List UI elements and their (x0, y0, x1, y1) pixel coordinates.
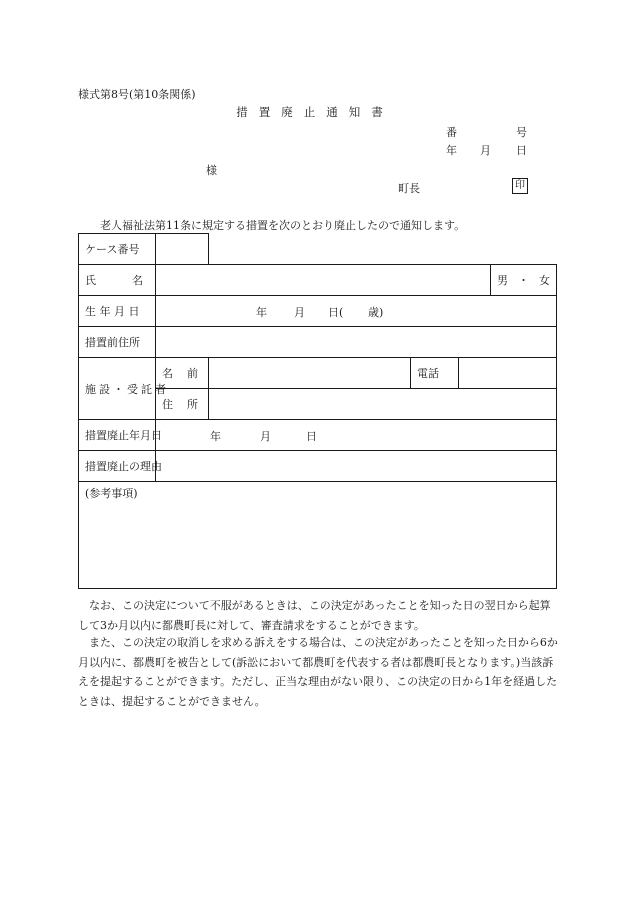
name-label-char-1: 氏 (85, 274, 96, 287)
abolish-date-label: 措置廃止年月日 (79, 420, 156, 451)
facility-label (79, 358, 169, 420)
abolish-month-label: 月 (260, 430, 272, 443)
case-number-value (156, 234, 209, 265)
notice-form-table (78, 233, 557, 589)
facility-name-value (209, 358, 411, 389)
facility-address-char-1: 住 (162, 398, 174, 411)
issue-year-label: 年 (446, 144, 457, 157)
abolish-day-label: 日 (306, 430, 318, 443)
number-label: 番 (446, 126, 457, 139)
facility-name-char-2: 前 (187, 367, 199, 380)
phone-label: 電話 (411, 358, 459, 389)
case-number-label: ケース番号 (79, 234, 156, 265)
gender-field (491, 265, 557, 296)
birthdate-label: 生 年 月 日 (79, 296, 156, 327)
phone-value (459, 358, 557, 389)
name-label (79, 265, 156, 296)
appeal-notice-paragraph: なお、この決定について不服があるときは、この決定があったことを知った日の翌日から起算して3か月以内に都農町長に対して、審査請求をすることができます。 (78, 599, 551, 632)
abolish-reason-label: 措置廃止の理由 (79, 451, 156, 482)
document-title: 措置廃止通知書 (236, 105, 394, 119)
facility-address-char-2: 所 (187, 398, 199, 411)
facility-name-char-1: 名 (162, 367, 174, 380)
facility-label-text: 施設・受託者 (85, 382, 169, 396)
addressee-suffix: 様 (206, 164, 217, 177)
issue-month-label: 月 (480, 144, 491, 157)
age-label: 歳) (368, 306, 384, 319)
intro-text: 老人福祉法第11条に規定する措置を次のとおり廃止したので通知します。 (100, 219, 466, 232)
birth-year-label: 年 (256, 306, 268, 319)
birth-day-label: 日( (328, 306, 344, 319)
prior-address-value (156, 327, 557, 358)
name-label-char-2: 名 (132, 274, 144, 287)
form-number-label: 様式第8号(第10条関係) (78, 88, 196, 101)
mayor-label: 町長 (398, 182, 420, 195)
abolish-date-value (156, 420, 557, 451)
seal-mark: 印 (512, 178, 528, 194)
prior-address-label: 措置前住所 (79, 327, 156, 358)
gender-separator: ・ (518, 274, 530, 287)
gender-female: 女 (539, 274, 551, 287)
abolish-reason-value (156, 451, 557, 482)
facility-address-value (209, 389, 557, 420)
abolish-year-label: 年 (210, 430, 222, 443)
gender-male: 男 (497, 274, 509, 287)
name-value (156, 265, 491, 296)
birth-month-label: 月 (294, 306, 306, 319)
number-suffix: 号 (516, 126, 527, 139)
notes-label: (参考事項) (85, 487, 138, 500)
issue-day-label: 日 (516, 144, 527, 157)
notes-field (79, 482, 557, 589)
lawsuit-notice-paragraph: また、この決定の取消しを求める訴えをする場合は、この決定があったことを知った日から6か月以内に、都農町を被告として(訴訟において都農町を代表する者は都農町長となります。)当該訴えを提起することができます。ただし、正当な理由がない限り、この決定の日から1年を経過したときは、提起することができません。 (78, 636, 558, 708)
birthdate-value (156, 296, 557, 327)
case-number-blank (209, 234, 557, 265)
